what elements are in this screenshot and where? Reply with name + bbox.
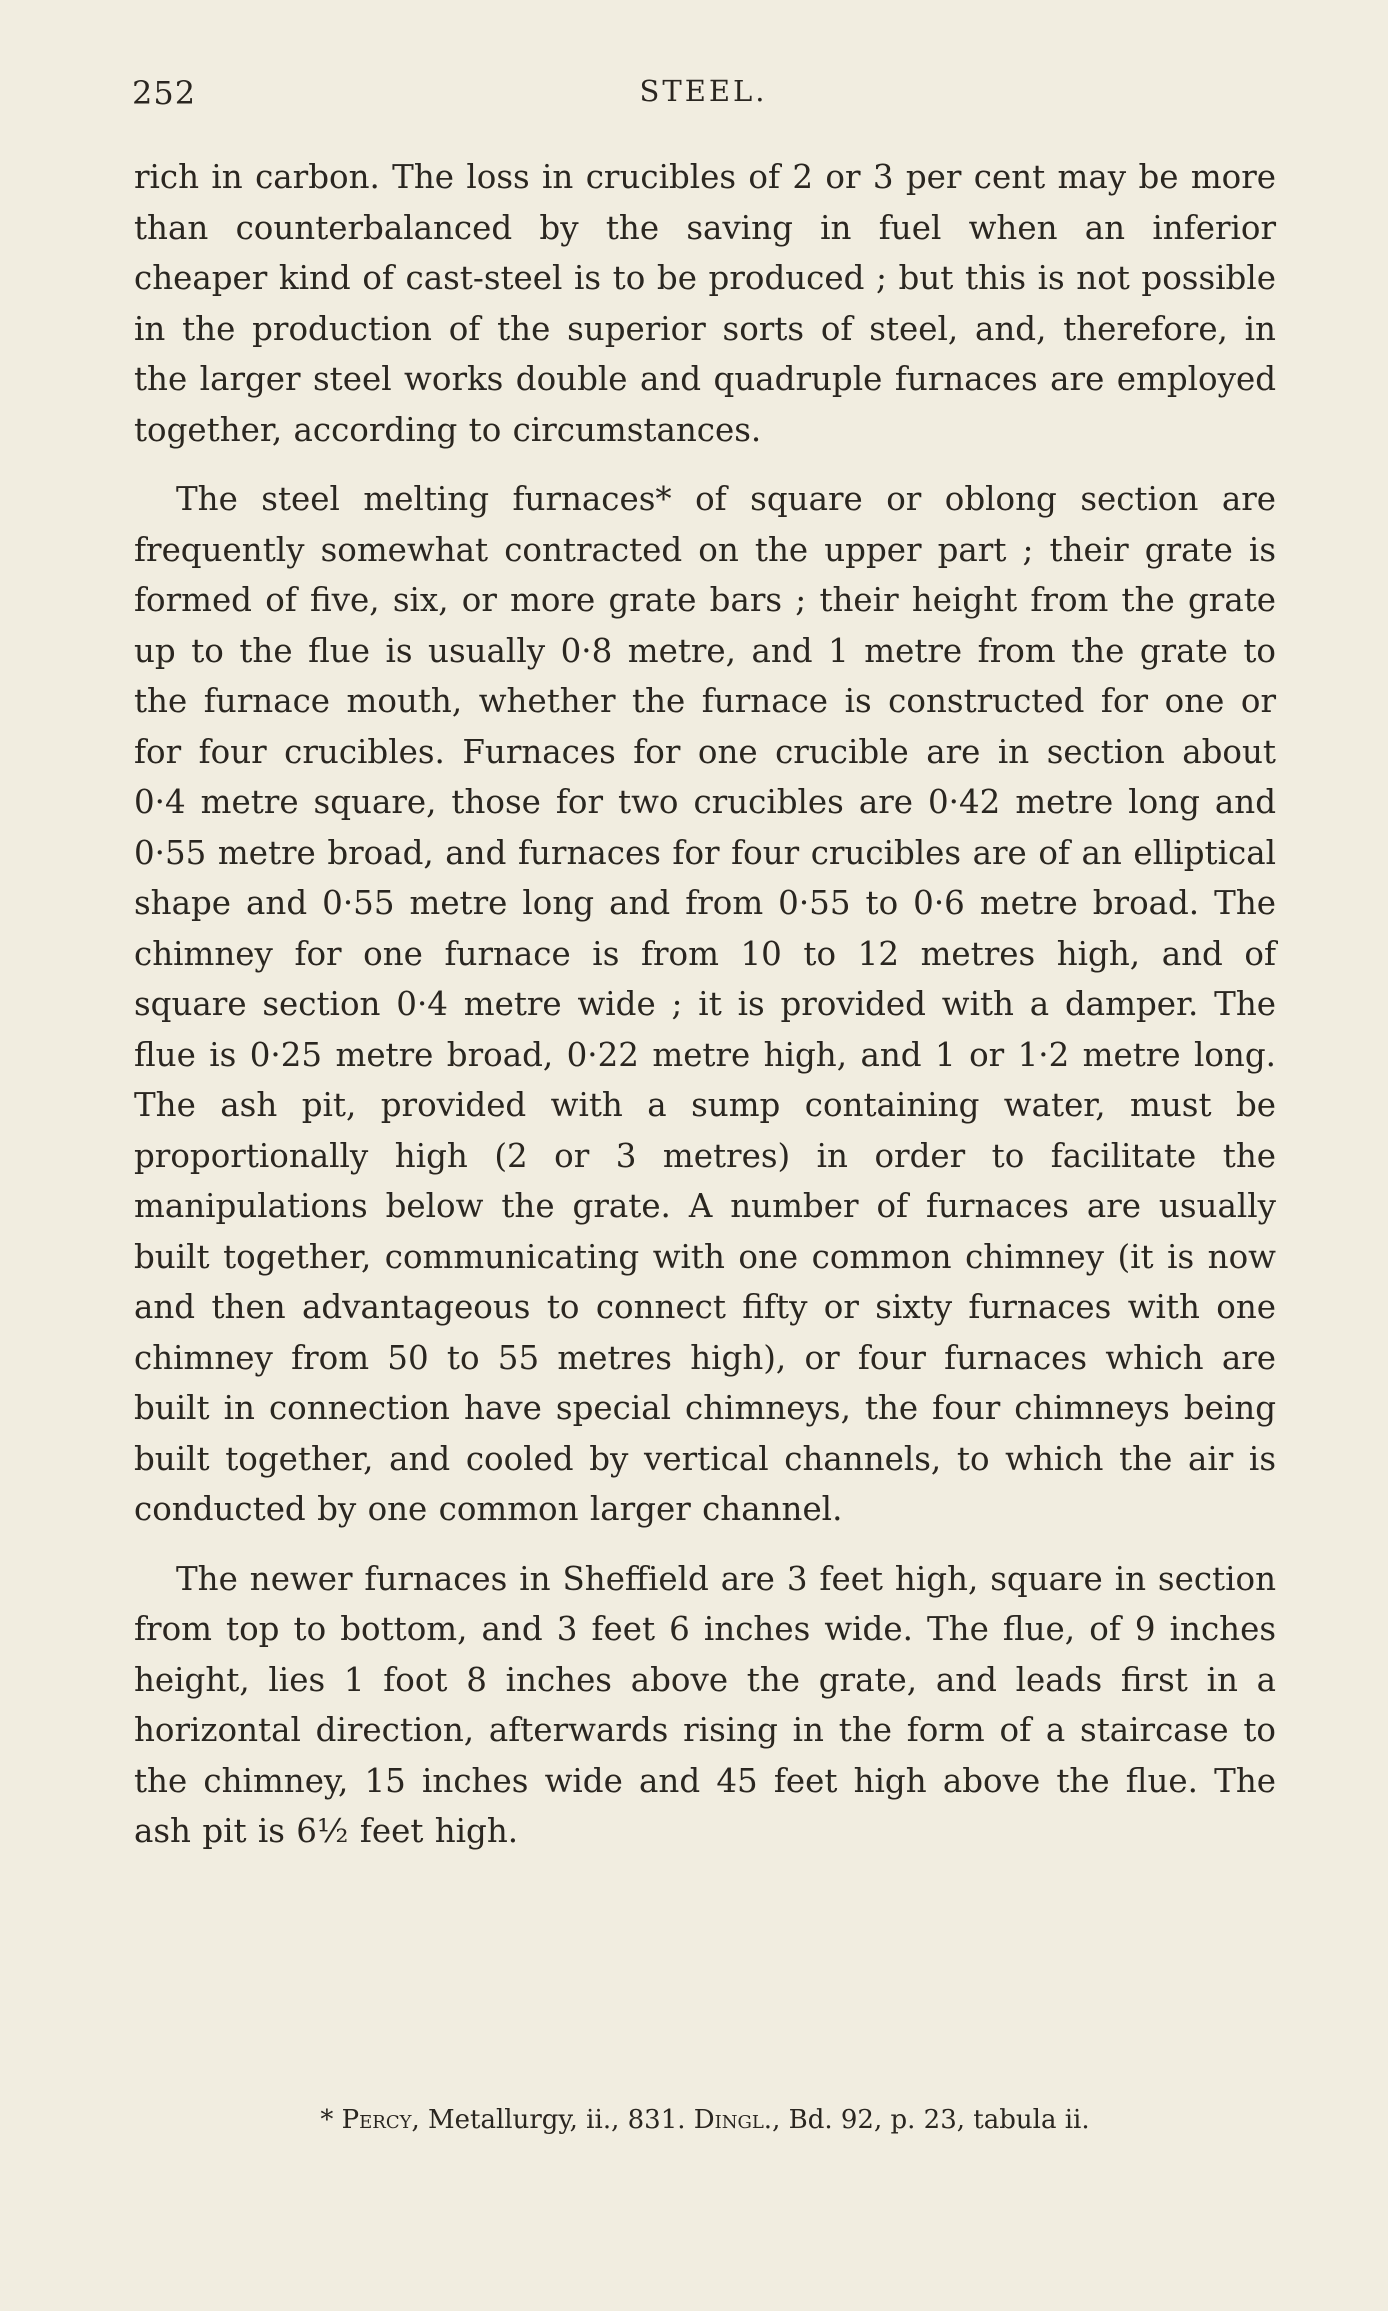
paragraph-continuation: rich in carbon. The loss in crucibles of 2 or 3 per cent may be more than counterbalanced by the saving in fuel when an inferior cheaper kind of cast-steel is to be produced ; but this is not possible in the production of the superior sorts of steel, and, therefore, in the larger steel works double and quadruple furnaces are employed together, according to circumstances.	[134, 158, 1276, 449]
paragraph-furnaces	[134, 474, 1276, 1535]
footnote-ref-dingl: , Bd. 92, p. 23, tabula ii.	[772, 2105, 1090, 2135]
body-text	[134, 152, 1276, 1857]
footnote-author-dingl: Dingl.	[693, 2105, 773, 2135]
running-head	[132, 74, 1275, 124]
header-title: STEEL.	[639, 74, 768, 108]
footnote	[134, 2100, 1276, 2140]
footnote-author-percy: Percy	[341, 2105, 412, 2135]
paragraph-sheffield	[134, 1554, 1276, 1857]
footnote-ref-metallurgy: , Metallurgy, ii., 831.	[411, 2105, 686, 2135]
footnote-marker: *	[320, 2105, 334, 2135]
paragraph-furnaces-text: The steel melting furnaces* of square or oblong section are frequently somewhat contracted on the upper part ; their grate is formed of five, six, or more grate bars ; their height from the grate up to the flue is usually 0·8 metre, and 1 metre from the grate to the furnace mouth, whether the furnace is constructed for one or for four crucibles. Furnaces for one crucible are in section about 0·4 metre square, those for two crucibles are 0·42 metre long and 0·55 metre broad, and furnaces for four crucibles are of an elliptical shape and 0·55 metre long and from 0·55 to 0·6 metre broad. The chimney for one furnace is from 10 to 12 metres high, and of square section 0·4 metre wide ; it is provided with a damper. The flue is 0·25 metre broad, 0·22 metre high, and 1 or 1·2 metre long. The ash pit, provided with a sump containing water, must be proportionally high (2 or 3 metres) in order to facilitate the manipulations below the grate. A number of furnaces are usually built together, communicating with one common chimney (it is now and then advantageous to connect fifty or sixty furnaces with one chimney from 50 to 55 metres high), or four furnaces which are built in connection have special chimneys, the four chimneys being built together, and cooled by vertical channels, to which the air is conducted by one common larger channel.	[134, 480, 1276, 1528]
page-number: 252	[132, 74, 197, 112]
paragraph-sheffield-text: The newer furnaces in Sheffield are 3 feet high, square in section from top to bottom, and 3 feet 6 inches wide. The flue, of 9 inches height, lies 1 foot 8 inches above the grate, and leads first in a horizontal direction, afterwards rising in the form of a staircase to the chimney, 15 inches wide and 45 feet high above the flue. The ash pit is 6½ feet high.	[134, 1559, 1276, 1850]
